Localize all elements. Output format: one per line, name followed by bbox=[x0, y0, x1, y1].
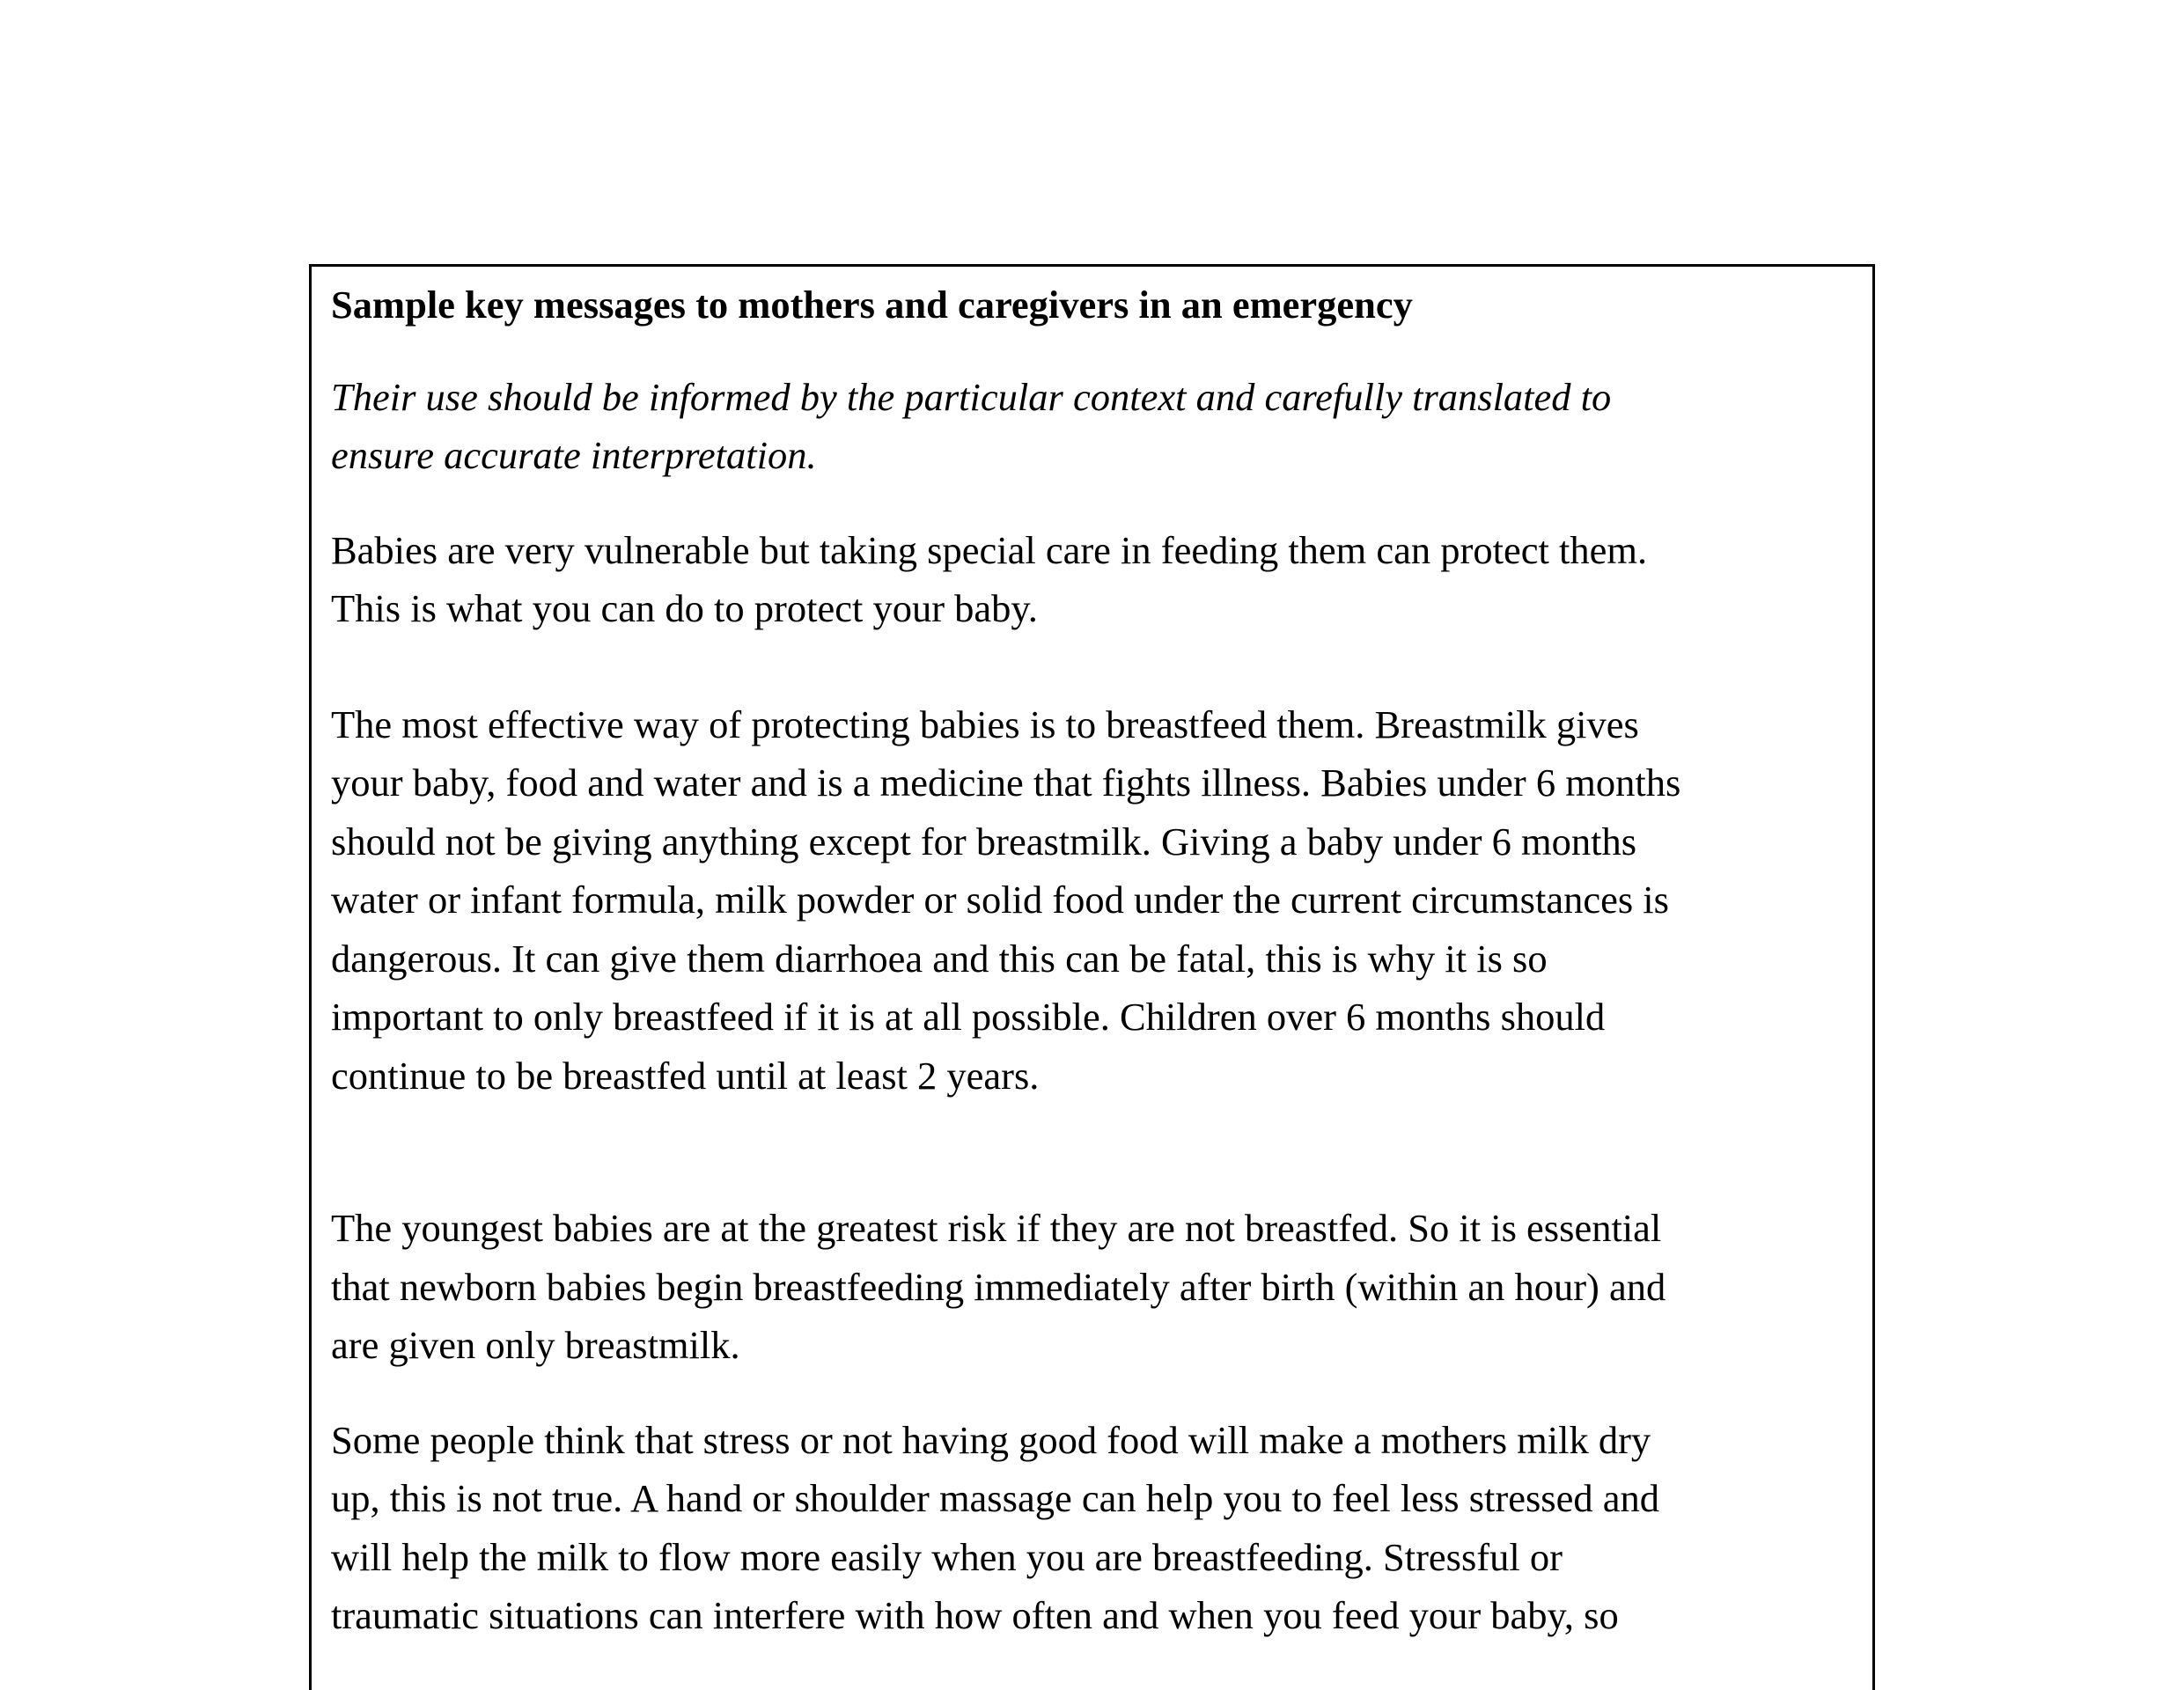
subtitle-line: ensure accurate interpretation. bbox=[331, 433, 817, 477]
paragraph-line: Babies are very vulnerable but taking special care in feeding them can protect them. bbox=[331, 527, 1648, 572]
paragraph-line: traumatic situations can interfere with how often and when you feed your baby, so bbox=[331, 1593, 1619, 1637]
subtitle-line: Their use should be informed by the particular context and carefully translated to bbox=[331, 374, 1612, 419]
paragraph-line: will help the milk to flow more easily when you are breastfeeding. Stressful or bbox=[331, 1534, 1563, 1579]
paragraph-line: water or infant formula, milk powder or solid food under the current circumstances is bbox=[331, 878, 1669, 922]
paragraph-newborns bbox=[331, 1199, 1863, 1375]
paragraph-line: should not be giving anything except for breastmilk. Giving a baby under 6 months bbox=[331, 819, 1637, 863]
paragraph-line: Some people think that stress or not having good food will make a mothers milk dry bbox=[331, 1417, 1651, 1462]
paragraph-line: dangerous. It can give them diarrhoea and this can be fatal, this is why it is so bbox=[331, 936, 1548, 981]
paragraph-line: continue to be breastfed until at least 2 years. bbox=[331, 1053, 1040, 1098]
paragraph-line: are given only breastmilk. bbox=[331, 1323, 740, 1367]
paragraph-stress bbox=[331, 1411, 1863, 1645]
paragraph-line: The most effective way of protecting babies is to breastfeed them. Breastmilk gives bbox=[331, 702, 1639, 746]
paragraph-breastfeeding-protection bbox=[331, 695, 1863, 1106]
paragraph-line: important to only breastfeed if it is at all possible. Children over 6 months should bbox=[331, 995, 1606, 1039]
key-messages-content bbox=[331, 267, 1863, 1645]
box-title: Sample key messages to mothers and caregivers in an emergency bbox=[331, 283, 1413, 327]
paragraph-line: your baby, food and water and is a medicine that fights illness. Babies under 6 months bbox=[331, 760, 1681, 805]
paragraph-line: up, this is not true. A hand or shoulder massage can help you to feel less stressed and bbox=[331, 1476, 1660, 1520]
paragraph-line: This is what you can do to protect your baby. bbox=[331, 586, 1038, 630]
key-messages-box bbox=[309, 264, 1875, 1690]
paragraph-line: The youngest babies are at the greatest risk if they are not breastfed. So it is essential bbox=[331, 1206, 1662, 1250]
paragraph-line: that newborn babies begin breastfeeding immediately after birth (within an hour) and bbox=[331, 1264, 1666, 1309]
paragraph-intro bbox=[331, 521, 1863, 638]
box-subtitle bbox=[331, 368, 1863, 485]
